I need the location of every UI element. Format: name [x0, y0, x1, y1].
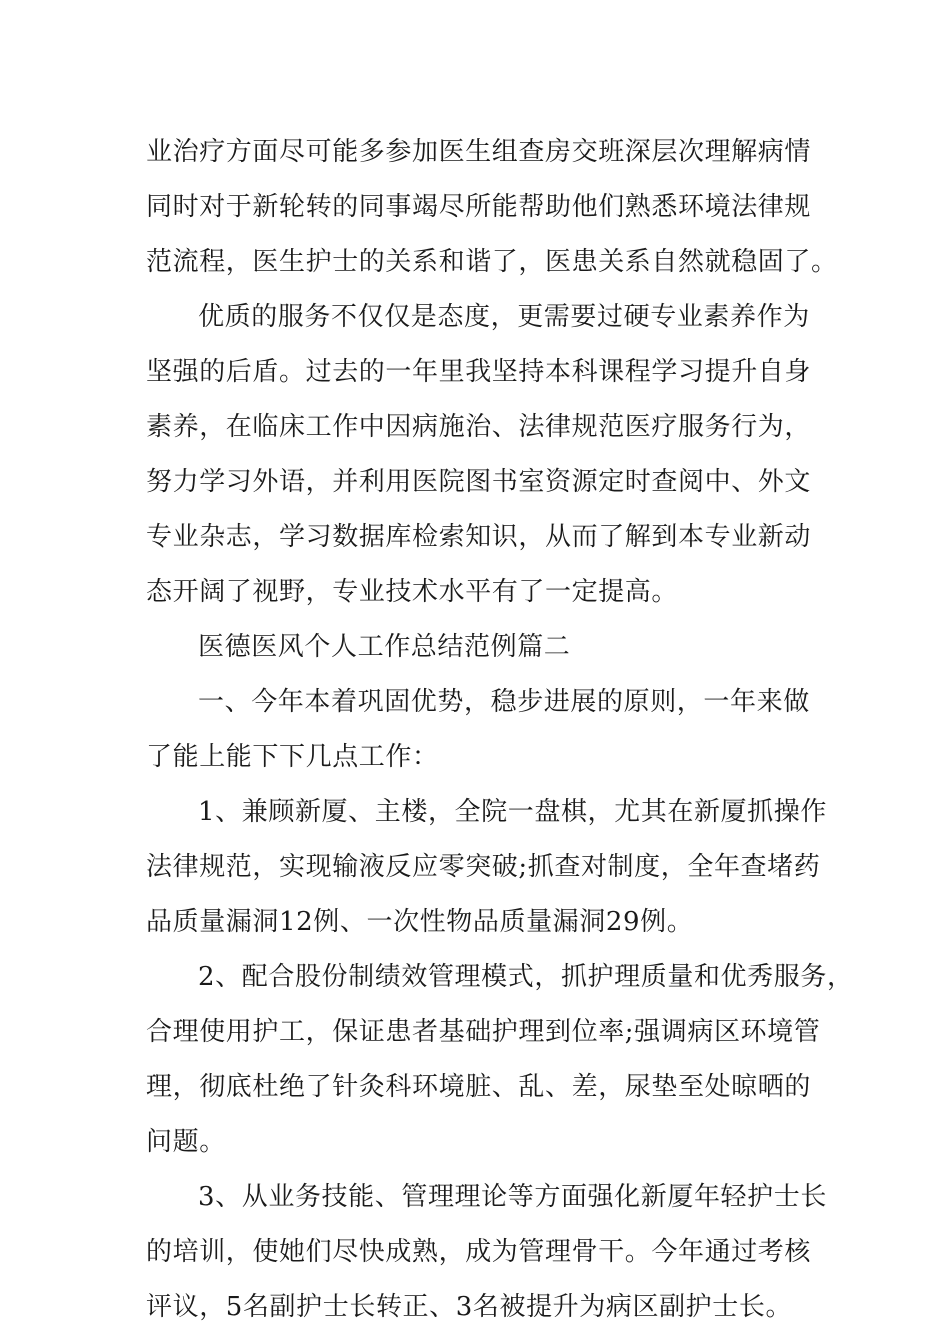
text-line: 问题。 — [146, 1127, 226, 1157]
text-line: 评议，5名副护士长转正、3名被提升为病区副护士长。 — [146, 1292, 793, 1322]
paragraph-start-line: 一、今年本着巩固优势，稳步进展的原则，一年来做 — [198, 687, 810, 717]
paragraph-start-line: 3、从业务技能、管理理论等方面强化新厦年轻护士长 — [198, 1182, 827, 1212]
text-line: 业治疗方面尽可能多参加医生组查房交班深层次理解病情 — [146, 137, 812, 167]
paragraph-start-line: 优质的服务不仅仅是态度，更需要过硬专业素养作为 — [198, 302, 810, 332]
text-line: 努力学习外语，并利用医院图书室资源定时查阅中、外文 — [146, 467, 812, 497]
text-line: 范流程，医生护士的关系和谐了，医患关系自然就稳固了。 — [146, 247, 838, 277]
text-line: 坚强的后盾。过去的一年里我坚持本科课程学习提升自身 — [146, 357, 812, 387]
text-line: 同时对于新轮转的同事竭尽所能帮助他们熟悉环境法律规 — [146, 192, 812, 222]
text-line: 态开阔了视野，专业技术水平有了一定提高。 — [146, 577, 679, 607]
text-line: 合理使用护工，保证患者基础护理到位率;强调病区环境管 — [146, 1017, 821, 1047]
text-line: 专业杂志，学习数据库检索知识，从而了解到本专业新动 — [146, 522, 812, 552]
text-line: 法律规范，实现输液反应零突破;抓查对制度，全年查堵药 — [146, 852, 821, 882]
text-line: 理，彻底杜绝了针灸科环境脏、乱、差，尿垫至处晾晒的 — [146, 1072, 812, 1102]
paragraph-start-line: 2、配合股份制绩效管理模式，抓护理质量和优秀服务， — [198, 962, 854, 992]
section-heading: 医德医风个人工作总结范例篇二 — [198, 632, 571, 662]
text-line: 的培训，使她们尽快成熟，成为管理骨干。今年通过考核 — [146, 1237, 812, 1267]
text-line: 素养，在临床工作中因病施治、法律规范医疗服务行为， — [146, 412, 812, 442]
text-line: 了能上能下下几点工作： — [146, 742, 439, 772]
paragraph-start-line: 1、兼顾新厦、主楼，全院一盘棋，尤其在新厦抓操作 — [198, 797, 827, 827]
text-line: 品质量漏洞12例、一次性物品质量漏洞29例。 — [146, 907, 694, 937]
